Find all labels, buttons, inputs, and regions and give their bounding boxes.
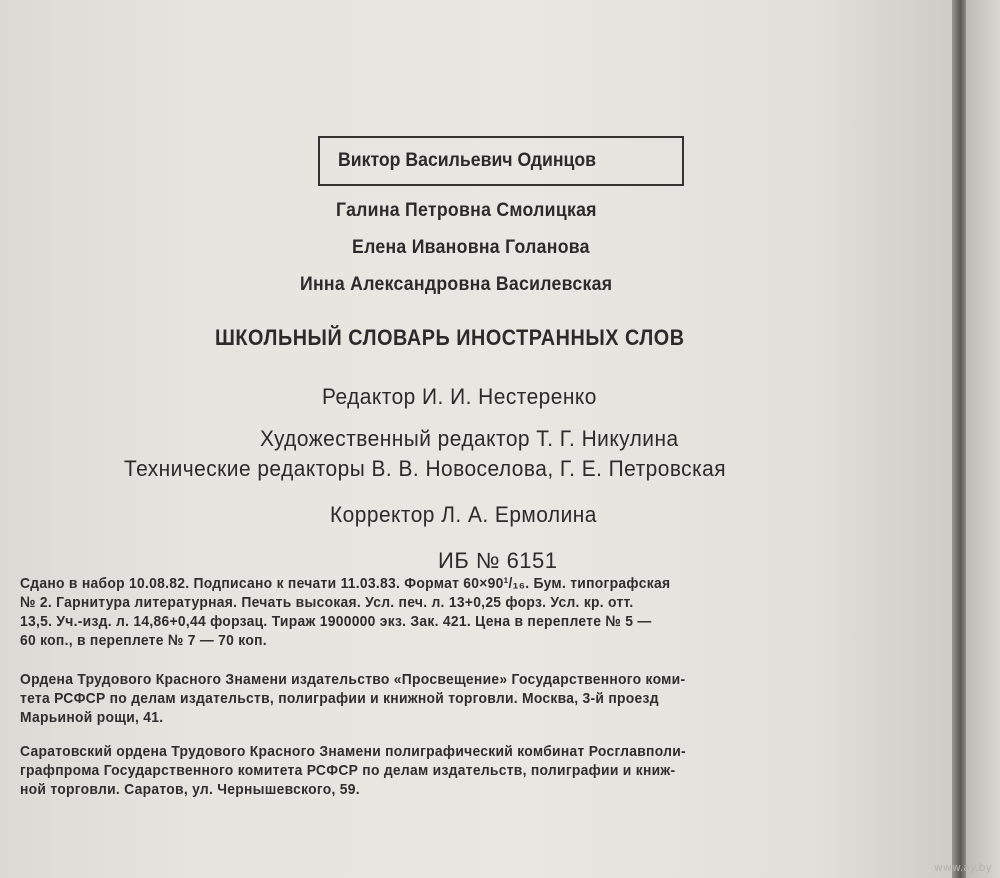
coauthor-2: Елена Ивановна Голанова	[352, 237, 590, 258]
coauthor-1: Галина Петровна Смолицкая	[336, 200, 597, 221]
credit-editor: Редактор И. И. Нестеренко	[322, 384, 597, 409]
credit-tech-editors: Технические редакторы В. В. Новоселова, Г. Е. Петровская	[124, 456, 727, 481]
imprint-line: тета РСФСР по делам издательств, полиграфии и книжной торговли. Москва, 3-й проезд	[20, 690, 659, 707]
imprint-publisher	[20, 670, 945, 727]
watermark: www.ay.by	[933, 861, 992, 874]
imprint-line: № 2. Гарнитура литературная. Печать высокая. Усл. печ. л. 13+0,25 форз. Усл. кр. отт.	[20, 594, 634, 611]
book-spine-gap	[952, 0, 966, 878]
imprint-line: Сдано в набор 10.08.82. Подписано к печати 11.03.83. Формат 60×90¹/₁₆. Бум. типографская	[20, 575, 671, 592]
imprint-line: графпрома Государственного комитета РСФСР по делам издательств, полиграфии и книж-	[20, 762, 676, 779]
next-page-edge	[966, 0, 1000, 878]
credit-proofreader: Корректор Л. А. Ермолина	[330, 502, 597, 527]
book-title: ШКОЛЬНЫЙ СЛОВАРЬ ИНОСТРАННЫХ СЛОВ	[215, 325, 685, 350]
imprint-line: ной торговли. Саратов, ул. Чернышевского, 59.	[20, 781, 360, 798]
imprint-line: Саратовский ордена Трудового Красного Знамени полиграфический комбинат Росглавполи-	[20, 743, 686, 760]
credit-art-editor: Художественный редактор Т. Г. Никулина	[260, 426, 679, 451]
imprint-line: 60 коп., в переплете № 7 — 70 коп.	[20, 632, 267, 649]
coauthor-3: Инна Александровна Василевская	[300, 274, 613, 295]
imprint-line: 13,5. Уч.-изд. л. 14,86+0,44 форзац. Тираж 1900000 экз. Зак. 421. Цена в переплете № 5 —	[20, 613, 652, 630]
ib-number: ИБ № 6151	[438, 548, 558, 573]
lead-author-box	[318, 136, 684, 186]
imprint-line: Марьиной рощи, 41.	[20, 709, 164, 726]
imprint-printer	[20, 742, 945, 799]
imprint-production	[20, 574, 945, 650]
imprint-line: Ордена Трудового Красного Знамени издательство «Просвещение» Государственного коми-	[20, 671, 686, 688]
lead-author-name: Виктор Васильевич Одинцов	[338, 150, 597, 171]
